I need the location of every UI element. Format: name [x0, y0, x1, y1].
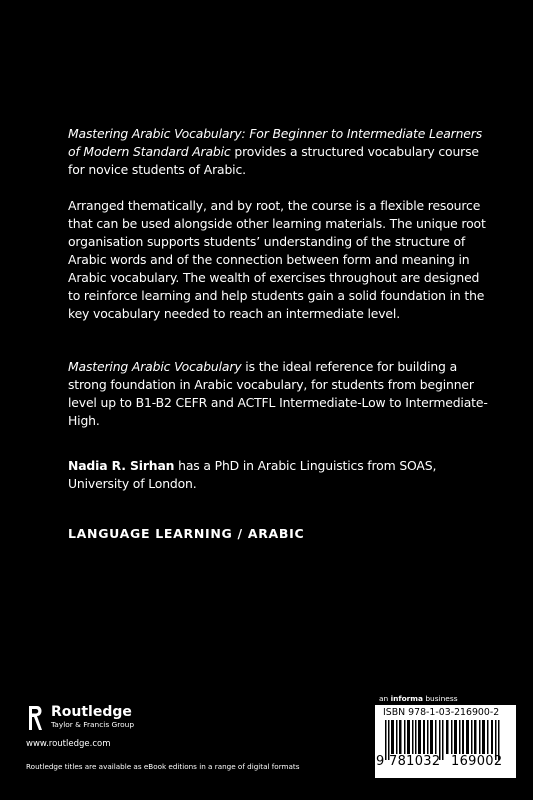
routledge-r-icon — [26, 704, 46, 734]
informa-business-label: an informa business — [379, 694, 458, 703]
publisher-name: Routledge — [51, 704, 132, 720]
description-text: Arranged thematically, and by root, the course is a flexible resource that can be used alongside other learning materials. The unique root organisation supports students’ understanding of the structure of Arabic words and of the connection between form and meaning in Arabic vocabulary. The wealth of exercises throughout are designed to reinforce learning and help students gain a solid foundation in the key vocabulary needed to reach an intermediate level. — [68, 198, 486, 321]
publisher-group: Taylor & Francis Group — [51, 720, 135, 729]
book-title: Mastering Arabic Vocabulary — [68, 359, 242, 374]
description-paragraph-3 — [68, 358, 488, 430]
author-bio — [68, 457, 488, 493]
author-name: Nadia R. Sirhan — [68, 458, 175, 473]
subject-category: LANGUAGE LEARNING / ARABIC — [68, 526, 305, 541]
publisher-logo — [26, 704, 134, 734]
publisher-url: www.routledge.com — [26, 739, 111, 749]
description-paragraph-2 — [68, 197, 488, 323]
description-text: provides a structured vocabulary course for novice students of Arabic. — [68, 144, 479, 177]
ebook-note: Routledge titles are available as eBook editions in a range of digital formats — [26, 762, 300, 771]
description-paragraph-1 — [68, 125, 488, 179]
author-bio-text: has a PhD in Arabic Linguistics from SOAS, University of London. — [68, 458, 437, 491]
book-title: Mastering Arabic Vocabulary: For Beginner to Intermediate Learners of Modern Standard Arabic — [68, 126, 483, 159]
isbn-barcode: ISBN 978-1-03-216900-2 9 781032 169002 — [375, 705, 516, 778]
isbn-label: ISBN 978-1-03-216900-2 — [383, 707, 500, 718]
description-text: is the ideal reference for building a strong foundation in Arabic vocabulary, for students from beginner level up to B1-B2 CEFR and ACTFL Intermediate-Low to Intermediate-High. — [68, 359, 488, 428]
